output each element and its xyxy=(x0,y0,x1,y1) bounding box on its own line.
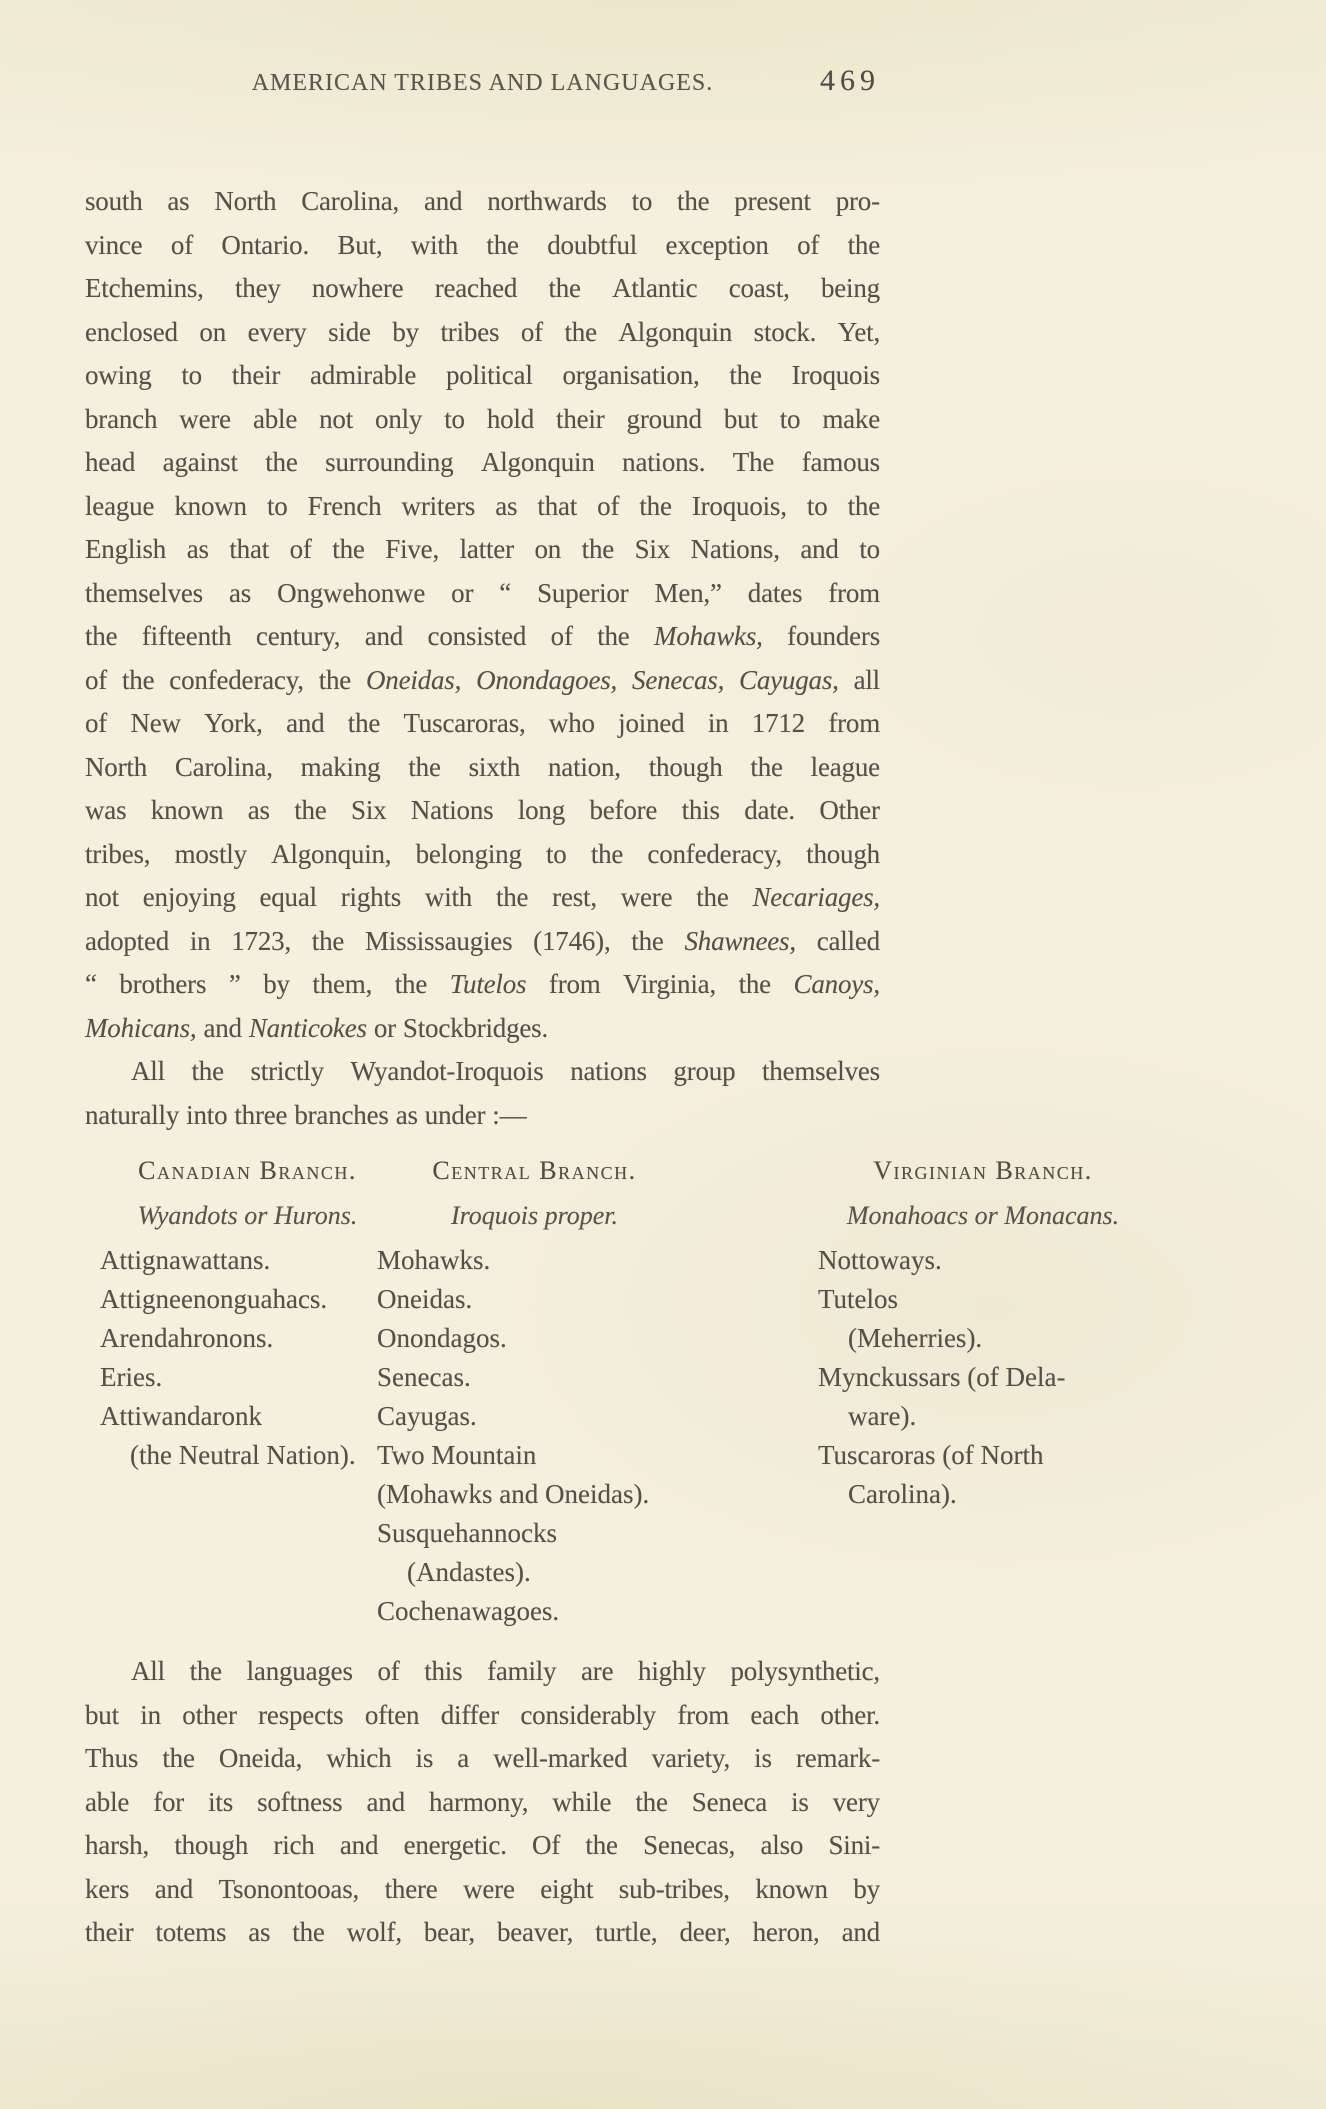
tribe-item: (Andastes). xyxy=(407,1557,531,1587)
text-line: naturally into three branches as under :— xyxy=(85,1099,527,1130)
text-line: English as that of the Five, latter on the Six Nations, and to xyxy=(85,534,880,564)
tribe-item: Cayugas. xyxy=(377,1401,477,1431)
tribe-item: Onondagos. xyxy=(377,1323,507,1353)
branch-column xyxy=(818,1150,1148,1514)
text-line: was known as the Six Nations long before this date. Other xyxy=(85,795,880,825)
text-line: south as North Carolina, and northwards to the present pro- xyxy=(85,186,880,216)
branch-column xyxy=(100,1150,395,1475)
tribe-item: (the Neutral Nation). xyxy=(130,1440,356,1470)
branch-header: Virginian Branch. xyxy=(873,1156,1093,1185)
branch-subheader: Monahoacs or Monacans. xyxy=(846,1201,1120,1230)
text-line: of New York, and the Tuscaroras, who joined in 1712 from xyxy=(85,708,880,738)
text-line: Etchemins, they nowhere reached the Atlantic coast, being xyxy=(85,273,880,303)
text-line: Mohicans, and Nanticokes or Stockbridges. xyxy=(85,1012,549,1043)
page-number: 469 xyxy=(820,64,880,97)
text-line: enclosed on every side by tribes of the Algonquin stock. Yet, xyxy=(85,316,880,347)
tribe-item: Mynckussars (of Dela- xyxy=(818,1362,1066,1392)
paragraph-iroquois-league xyxy=(85,180,880,1050)
text-line: vince of Ontario. But, with the doubtful exception of the xyxy=(85,229,880,260)
tribe-item: (Mohawks and Oneidas). xyxy=(377,1479,650,1509)
text-line: but in other respects often differ considerably from each other. xyxy=(85,1699,880,1730)
branch-table xyxy=(0,1150,1326,1650)
tribe-item: Oneidas. xyxy=(377,1284,473,1314)
tribe-item: ware). xyxy=(848,1401,917,1431)
text-line: All the languages of this family are highly polysynthetic, xyxy=(131,1656,880,1686)
text-line: tribes, mostly Algonquin, belonging to the confederacy, though xyxy=(85,838,880,869)
tribe-item: Senecas. xyxy=(377,1362,471,1392)
text-line: branch were able not only to hold their ground but to make xyxy=(85,403,880,434)
tribe-item: Eries. xyxy=(100,1362,163,1392)
text-line: their totems as the wolf, bear, beaver, turtle, deer, heron, and xyxy=(85,1917,880,1947)
text-line: owing to their admirable political organisation, the Iroquois xyxy=(85,360,880,390)
branch-subheader: Iroquois proper. xyxy=(450,1201,619,1230)
tribe-item: (Meherries). xyxy=(848,1323,983,1353)
tribe-item: Attignawattans. xyxy=(100,1245,271,1275)
text-line: the fifteenth century, and consisted of the Mohawks, founders xyxy=(85,621,880,651)
tribe-item: Susquehannocks xyxy=(377,1518,557,1548)
tribe-item: Cochenawagoes. xyxy=(377,1596,560,1626)
text-line: “ brothers ” by them, the Tutelos from Virginia, the Canoys, xyxy=(85,969,880,999)
text-line: adopted in 1723, the Mississaugies (1746), the Shawnees, called xyxy=(85,925,880,956)
text-line: head against the surrounding Algonquin nations. The famous xyxy=(85,447,880,477)
branch-header: Canadian Branch. xyxy=(138,1156,357,1185)
tribe-item: Arendahronons. xyxy=(100,1323,274,1353)
paragraph-languages xyxy=(85,1650,880,1955)
text-line: harsh, though rich and energetic. Of the Senecas, also Sini- xyxy=(85,1830,880,1860)
tribe-item: Two Mountain xyxy=(377,1440,537,1470)
branch-column xyxy=(377,1150,692,1631)
text-line: All the strictly Wyandot-Iroquois nations group themselves xyxy=(131,1056,880,1086)
tribe-item: Attigneenonguahacs. xyxy=(100,1284,328,1314)
tribe-item: Tutelos xyxy=(818,1284,899,1314)
tribe-item: Mohawks. xyxy=(377,1245,491,1275)
text-line: North Carolina, making the sixth nation, though the league xyxy=(85,751,880,782)
running-head-title: AMERICAN TRIBES AND LANGUAGES. xyxy=(251,70,714,96)
text-line: themselves as Ongwehonwe or “ Superior Men,” dates from xyxy=(85,577,880,608)
text-line: Thus the Oneida, which is a well-marked variety, is remark- xyxy=(85,1743,880,1773)
text-line: not enjoying equal rights with the rest, were the Necariages, xyxy=(85,882,880,912)
branch-header: Central Branch. xyxy=(432,1156,637,1185)
paragraph-three-branches xyxy=(85,1050,880,1137)
tribe-item: Carolina). xyxy=(848,1479,957,1509)
text-line: league known to French writers as that of the Iroquois, to the xyxy=(85,490,880,521)
tribe-item: Nottoways. xyxy=(818,1245,942,1275)
tribe-item: Tuscaroras (of North xyxy=(818,1440,1044,1470)
branch-subheader: Wyandots or Hurons. xyxy=(137,1201,358,1230)
text-line: able for its softness and harmony, while the Seneca is very xyxy=(85,1786,880,1817)
tribe-item: Attiwandaronk xyxy=(100,1401,262,1431)
text-line: of the confederacy, the Oneidas, Onondagoes, Senecas, Cayugas, all xyxy=(85,664,880,695)
text-line: kers and Tsonontooas, there were eight sub-tribes, known by xyxy=(85,1873,880,1904)
